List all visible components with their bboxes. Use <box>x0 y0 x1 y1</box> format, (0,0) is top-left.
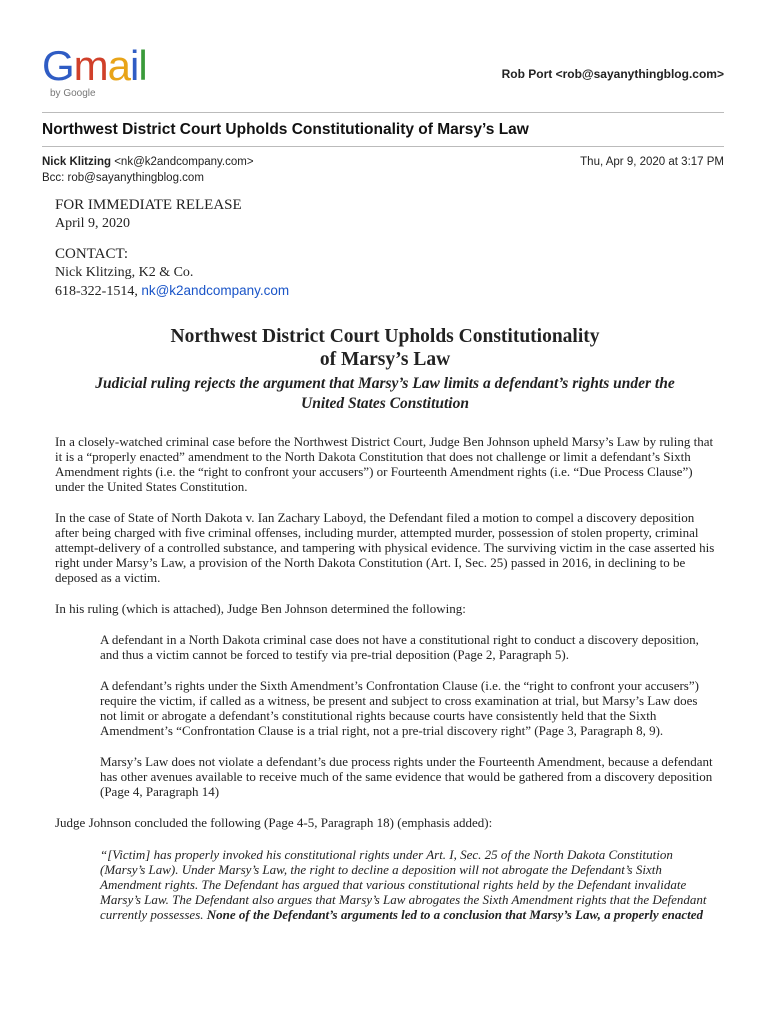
bcc-line: Bcc: rob@sayanythingblog.com <box>42 172 204 184</box>
gmail-logo-byline: by Google <box>50 88 96 99</box>
ruling-quote-emphasis: None of the Defendant’s arguments led to a conclusion that Marsy’s Law, a properly enacted <box>206 907 704 922</box>
email-meta <box>42 154 724 186</box>
press-subheadline: Judicial ruling rejects the argument that Marsy’s Law limits a defendant’s rights under the United States Constitution <box>95 375 675 412</box>
email-body <box>55 196 715 922</box>
contact-phone: 618-322-1514, <box>55 284 142 299</box>
header-divider <box>42 112 724 113</box>
contact-phone-line <box>55 282 715 301</box>
account-owner: Rob Port <rob@sayanythingblog.com> <box>501 67 724 81</box>
gmail-logo-wordmark: Gmail <box>42 42 147 89</box>
headline-line-2: of Marsy’s Law <box>319 349 451 370</box>
ruling-quote-text: “[Victim] has properly invoked his constitutional rights under Art. I, Sec. 25 of the North Dakota Constitution (Marsy’s Law). Under Marsy’s Law, the right to decline a deposition will not abrogate the Defendant’s Sixth Amendment rights. The Defendant has argued that various constitutional rights held by the Defendant invalidate Marsy’s Law. The Defendant also argues that Marsy’s Law abrogates the Sixth Amendment rights that the Defendant currently possesses. <box>100 847 707 922</box>
contact-name: Nick Klitzing, K2 & Co. <box>55 265 194 280</box>
body-paragraph-3: In his ruling (which is attached), Judge Ben Johnson determined the following: <box>55 601 466 616</box>
body-paragraph-4: Judge Johnson concluded the following (Page 4-5, Paragraph 18) (emphasis added): <box>55 815 493 830</box>
ruling-quote <box>100 847 715 922</box>
email-date: Thu, Apr 9, 2020 at 3:17 PM <box>580 156 724 168</box>
release-label: FOR IMMEDIATE RELEASE <box>55 197 242 213</box>
body-paragraph-2: In the case of State of North Dakota v. Ian Zachary Laboyd, the Defendant filed a motion to compel a discovery deposition after being charged with five criminal offenses, including murder, attempted murder, possession of stolen property, criminal attempt-delivery of a controlled substance, and tampering with physical evidence. The surviving victim in the case asserted his right under Marsy’s Law, a provision of the North Dakota Constitution (Art. I, Sec. 25) passed in 2016, in declining to be deposed as a victim. <box>55 510 715 585</box>
contact-heading: CONTACT: <box>55 246 129 262</box>
sender-email: <nk@k2andcompany.com> <box>114 156 254 168</box>
sender-name: Nick Klitzing <box>42 156 112 168</box>
subject-divider <box>42 146 724 147</box>
press-headline <box>55 325 715 371</box>
release-date: April 9, 2020 <box>55 216 131 231</box>
finding-1: A defendant in a North Dakota criminal case does not have a constitutional right to conduct a discovery deposition, and thus a victim cannot be forced to testify via pre-trial deposition (Page 2, Paragraph 5). <box>100 632 699 662</box>
email-subject: Northwest District Court Upholds Constitutionality of Marsy’s Law <box>42 121 529 138</box>
finding-2: A defendant’s rights under the Sixth Amendment’s Confrontation Clause (i.e. the “right to confront your accusers”) require the victim, if called as a witness, be present and subject to cross examination at trial, but Marsy’s Law does not limit or abrogate a defendant’s constitutional rights because courts have consistently held that the Sixth Amendment’s “Confrontation Clause is a trial right, not a pre-trial discovery right” (Page 3, Paragraph 8, 9). <box>100 678 699 738</box>
contact-email-link[interactable]: nk@k2andcompany.com <box>141 283 290 298</box>
body-paragraph-1: In a closely-watched criminal case before the Northwest District Court, Judge Ben Johnson upheld Marsy’s Law by ruling that it is a “properly enacted” amendment to the North Dakota Constitution that does not challenge or limit a defendant’s Sixth Amendment rights (i.e. the “right to confront your accusers”) or Fourteenth Amendment rights (i.e. “Due Process Clause”) under the United States Constitution. <box>55 434 714 494</box>
headline-line-1: Northwest District Court Upholds Constitutionality <box>170 326 600 347</box>
finding-3: Marsy’s Law does not violate a defendant’s due process rights under the Fourteenth Amendment, because a defendant has other avenues available to receive much of the same evidence that would be gathered from a discovery deposition (Page 4, Paragraph 14) <box>100 754 713 799</box>
gmail-logo <box>42 42 172 102</box>
